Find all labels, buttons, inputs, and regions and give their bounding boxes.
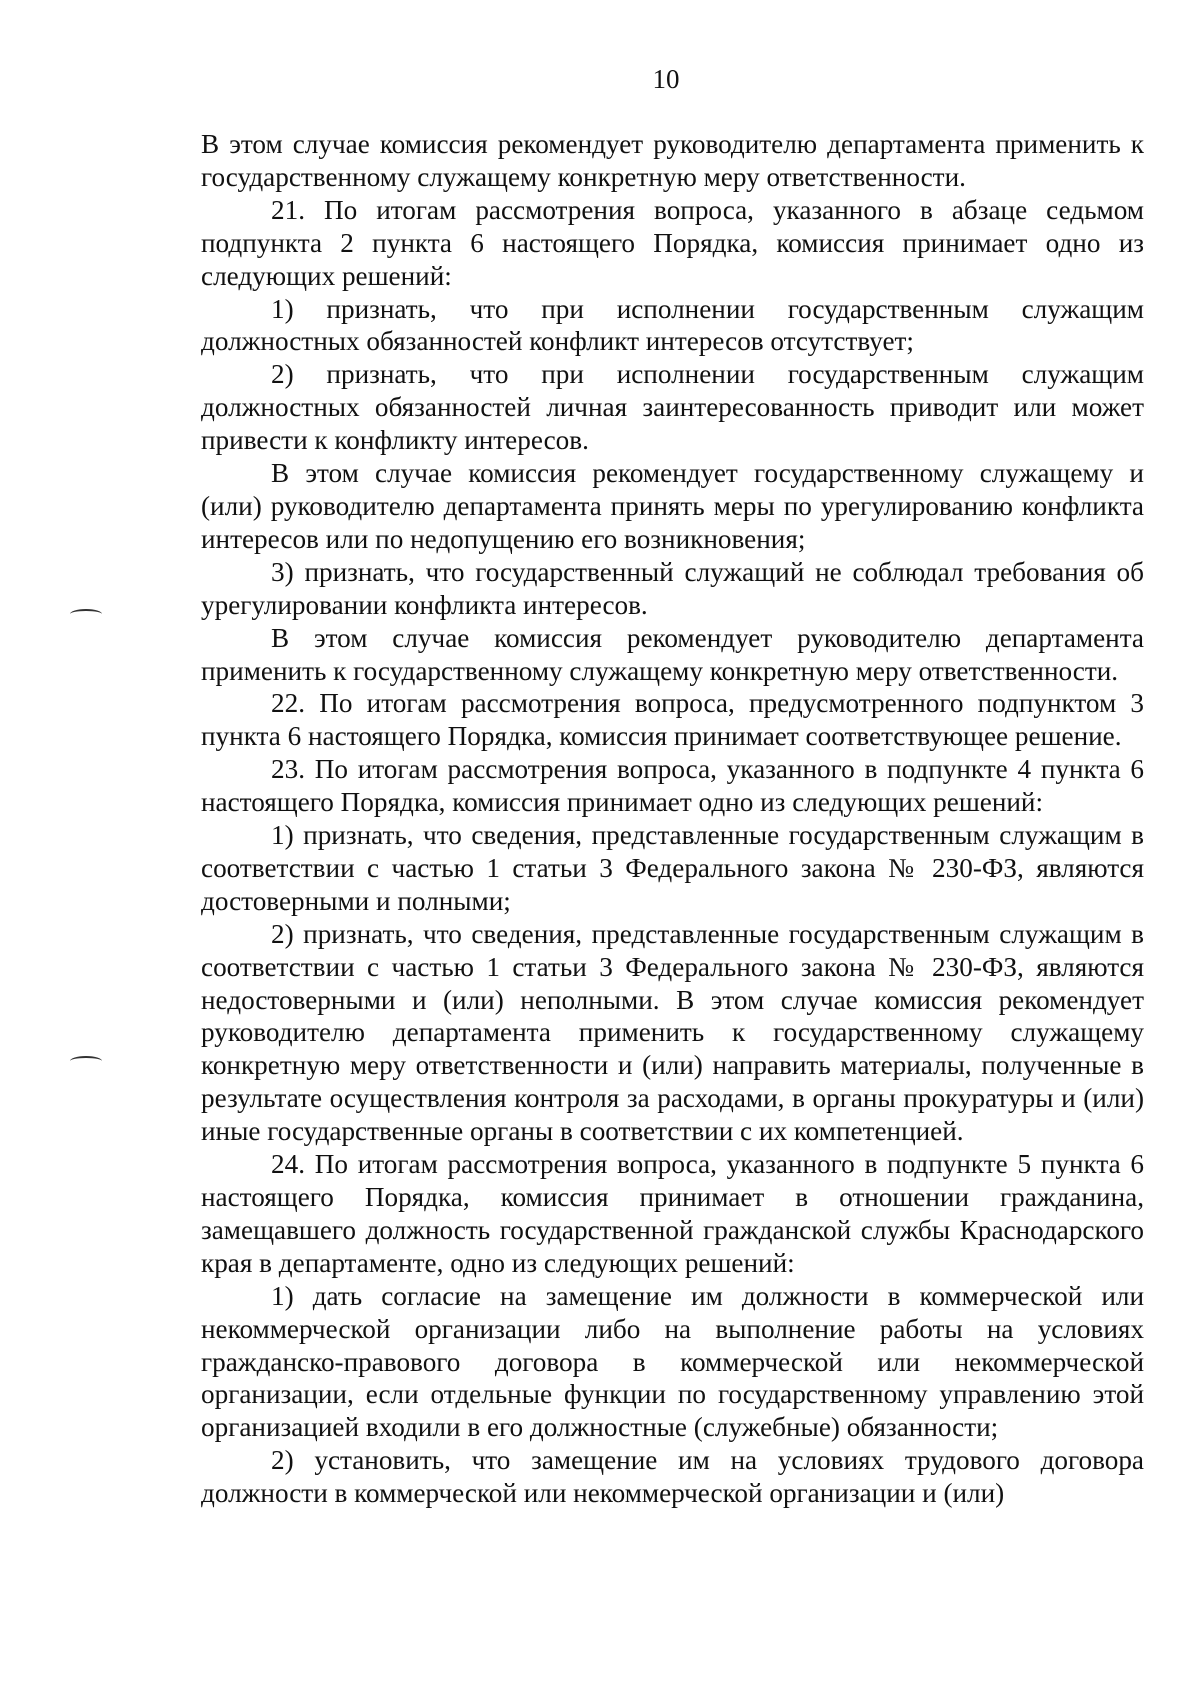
paragraph-item-21: 21. По итогам рассмотрения вопроса, указанного в абзаце седьмом подпункта 2 пункта 6 настоящего Порядка, комиссия принимает одно из следующих решений: bbox=[201, 194, 1144, 291]
margin-mark-left-lower bbox=[70, 1056, 102, 1066]
paragraph: В этом случае комиссия рекомендует государственному служащему и (или) руководителю департамента принять меры по урегулированию конфликта интересов или по недопущению его возникновения; bbox=[201, 458, 1144, 554]
list-item: 2) признать, что сведения, представленные государственным служащим в соответствии с частью 1 статьи 3 Федерального закона № 230-ФЗ, являются недостоверными и (или) неполными. В этом случае комиссия рекомендует руководителю департамента применить к государственному служащему конкретную меру ответственности и (или) направить материалы, полученные в результате осуществления контроля за расходами, в органы прокуратуры и (или) иные государственные органы в соответствии с их компетенцией. bbox=[201, 918, 1144, 1147]
paragraph-item-22: 22. По итогам рассмотрения вопроса, предусмотренного подпунктом 3 пункта 6 настоящего Порядка, комиссия принимает соответствующее решение. bbox=[201, 688, 1144, 752]
page-number: 10 bbox=[652, 64, 680, 94]
list-item: 2) признать, что при исполнении государственным служащим должностных обязанностей личная заинтересованность приводит или может привести к конфликту интересов. bbox=[201, 359, 1144, 456]
list-item: 1) признать, что сведения, представленные государственным служащим в соответствии с частью 1 статьи 3 Федерального закона № 230-ФЗ, являются достоверными и полными; bbox=[201, 820, 1144, 916]
list-item: 3) признать, что государственный служащий не соблюдал требования об урегулировании конфликта интересов. bbox=[201, 556, 1144, 620]
paragraph: В этом случае комиссия рекомендует руководителю департамента применить к государственному служащему конкретную меру ответственности. bbox=[201, 129, 1144, 192]
paragraph-item-23: 23. По итогам рассмотрения вопроса, указанного в подпункте 4 пункта 6 настоящего Порядка, комиссия принимает одно из следующих решений: bbox=[201, 754, 1144, 818]
margin-mark-left-upper bbox=[70, 609, 102, 619]
document-body bbox=[201, 128, 1144, 1510]
paragraph: В этом случае комиссия рекомендует руководителю департамента применить к государственному служащему конкретную меру ответственности. bbox=[201, 622, 1144, 686]
list-item: 1) дать согласие на замещение им должности в коммерческой или некоммерческой организации либо на выполнение работы на условиях гражданско-правового договора в коммерческой или некоммерческой организации, если отдельные функции по государственному управлению этой организацией входили в его должностные (служебные) обязанности; bbox=[201, 1280, 1144, 1443]
list-item: 2) установить, что замещение им на условиях трудового договора должности в коммерческой или некоммерческой организации и (или) bbox=[201, 1445, 1144, 1509]
list-item: 1) признать, что при исполнении государственным служащим должностных обязанностей конфликт интересов отсутствует; bbox=[201, 293, 1144, 357]
paragraph-item-24: 24. По итогам рассмотрения вопроса, указанного в подпункте 5 пункта 6 настоящего Порядка, комиссия принимает в отношении гражданина, замещавшего должность государственной гражданской службы Краснодарского края в департаменте, одно из следующих решений: bbox=[201, 1149, 1144, 1278]
